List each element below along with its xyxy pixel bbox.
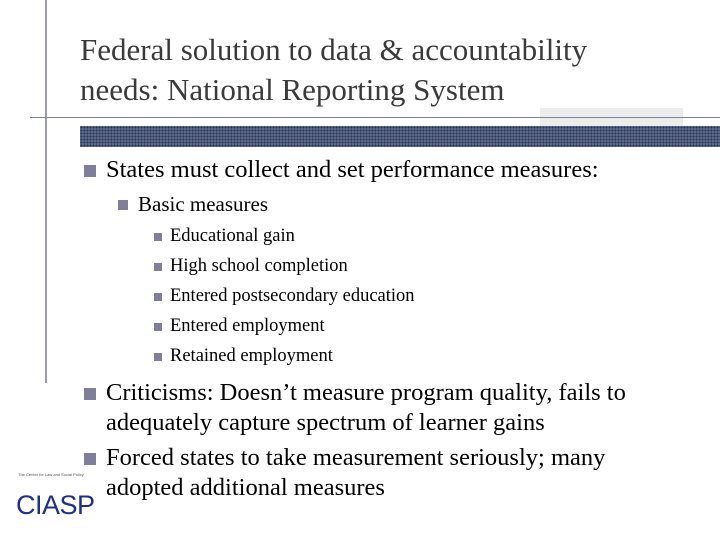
- bullet-text: Retained employment: [170, 346, 333, 366]
- square-bullet-icon: [154, 233, 162, 241]
- square-bullet-icon: [84, 165, 96, 177]
- square-bullet-icon: [84, 388, 96, 400]
- bullet-text: Criticisms: Doesn’t measure program quality, fails to: [106, 379, 626, 406]
- bullet-text: Educational gain: [170, 226, 295, 246]
- bullet-text-continued: adequately capture spectrum of learner gains: [106, 409, 545, 436]
- bullet-text: Forced states to take measurement seriously; many: [106, 444, 606, 471]
- square-bullet-icon: [154, 353, 162, 361]
- logo-wordmark: CIASP: [16, 490, 95, 520]
- bullet-text: Entered postsecondary education: [170, 286, 415, 306]
- bullet-text: Entered employment: [170, 316, 325, 336]
- square-bullet-icon: [84, 453, 96, 465]
- square-bullet-icon: [154, 323, 162, 331]
- clasp-logo: [16, 468, 100, 522]
- bullet-text: Basic measures: [138, 192, 269, 216]
- bullet-text: High school completion: [170, 256, 348, 276]
- bullet-text-continued: adopted additional measures: [106, 474, 385, 501]
- title-line-2: needs: National Reporting System: [80, 72, 505, 107]
- title-line-1: Federal solution to data & accountability: [80, 32, 588, 67]
- square-bullet-icon: [154, 263, 162, 271]
- square-bullet-icon: [118, 200, 128, 210]
- square-bullet-icon: [154, 293, 162, 301]
- logo-tagline: The Center for Law and Social Policy: [18, 472, 84, 477]
- bullet-text: States must collect and set performance measures:: [106, 156, 599, 183]
